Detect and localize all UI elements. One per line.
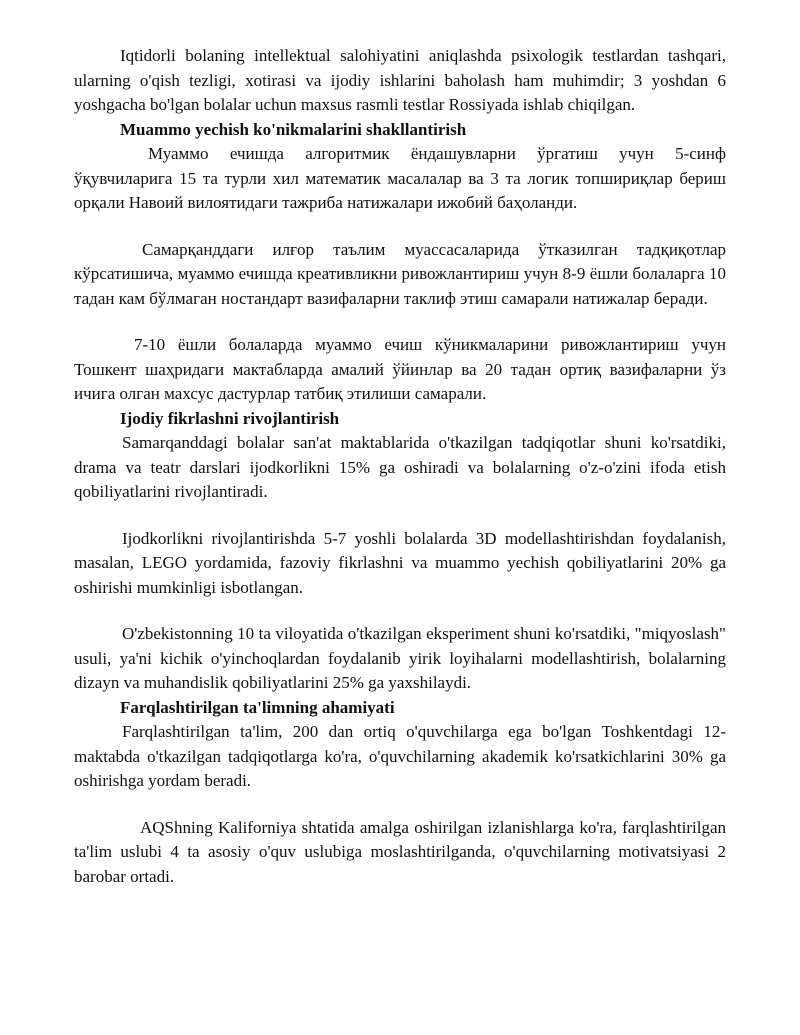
paragraph-gifted-child-tests: Iqtidorli bolaning intellektual salohiyatini aniqlashda psixologik testlardan tashqari, ularning o'qish tezligi, xotirasi va ijodiy ishlarini baholash ham muhimdir; 3 yoshdan 6 yoshgacha bo'lgan bolalar uchun maxsus rasmli testlar Rossiyada ishlab chiqilgan. bbox=[74, 46, 726, 114]
paragraph-samarkand-research: Самарқанддаги илғор таълим муассасаларида ўтказилган тадқиқотлар кўрсатишича, муаммо ечишда креативликни ривожлантириш учун 8-9 ёшли болаларга 10 тадан кам бўлмаган ностандарт вазифаларни таклиф этиш самарали натижалар беради. bbox=[74, 239, 726, 308]
paragraph-california-research: AQShning Kaliforniya shtatida amalga oshirilgan izlanishlarga ko'ra, farqlashtirilgan ta'lim uslubi 4 ta asosiy o'quv uslubiga moslashtirilganda, o'quvchilarning motivatsiyasi 2 barobar ortadi. bbox=[74, 817, 726, 886]
paragraph-scaling-method: O'zbekistonning 10 ta viloyatida o'tkazilgan eksperiment shuni ko'rsatdiki, "miqyoslash" usuli, ya'ni kichik o'yinchoqlardan foydalanib yirik loyihalarni modellashtirish, bolalarning dizayn va muhandislik qobiliyatlarini 25% ga yaxshilaydi. bbox=[74, 624, 726, 692]
paragraph-tashkent-school-12: Farqlashtirilgan ta'lim, 200 dan ortiq o'quvchilarga ega bo'lgan Toshkentdagi 12-maktabda o'tkazilgan tadqiqotlarga ko'ra, o'quvchilarning akademik ko'rsatkichlarini 30% ga oshirishga yordam beradi. bbox=[74, 722, 726, 790]
paragraph-art-schools: Samarqanddagi bolalar san'at maktablarida o'tkazilgan tadqiqotlar shuni ko'rsatdiki, drama va teatr darslari ijodkorlikni 15% ga oshiradi va bolalarning o'z-o'zini ifoda etish qobiliyatlarini rivojlantiradi. bbox=[74, 433, 726, 501]
heading-problem-solving: Muammo yechish ko'nikmalarini shakllantirish bbox=[120, 119, 467, 139]
paragraph-tashkent-programs: 7-10 ёшли болаларда муаммо ечиш кўникмаларини ривожлантириш учун Тошкент шаҳридаги мактабларда амалий ўйинлар ва 20 тадан ортиқ вазифаларни ўз ичига олган махсус дастурлар татбиқ этилиши самарали. bbox=[74, 335, 726, 403]
heading-differentiated-learning: Farqlashtirilgan ta'limning ahamiyati bbox=[120, 697, 395, 717]
paragraph-3d-modeling: Ijodkorlikni rivojlantirishda 5-7 yoshli bolalarda 3D modellashtirishdan foydalanish, masalan, LEGO yordamida, fazoviy fikrlashni va muammo yechish qobiliyatlarini 20% ga oshirishi mumkinligi isbotlangan. bbox=[74, 528, 726, 597]
heading-creative-thinking: Ijodiy fikrlashni rivojlantirish bbox=[120, 408, 340, 428]
paragraph-navoi-experiment: Муаммо ечишда алгоритмик ёндашувларни ўргатиш учун 5-синф ўқувчиларига 15 та турли хил математик масалалар ва 3 та логик топшириқлар бериш орқали Навоий вилоятидаги тажриба натижалари ижобий баҳоланди. bbox=[74, 144, 726, 212]
